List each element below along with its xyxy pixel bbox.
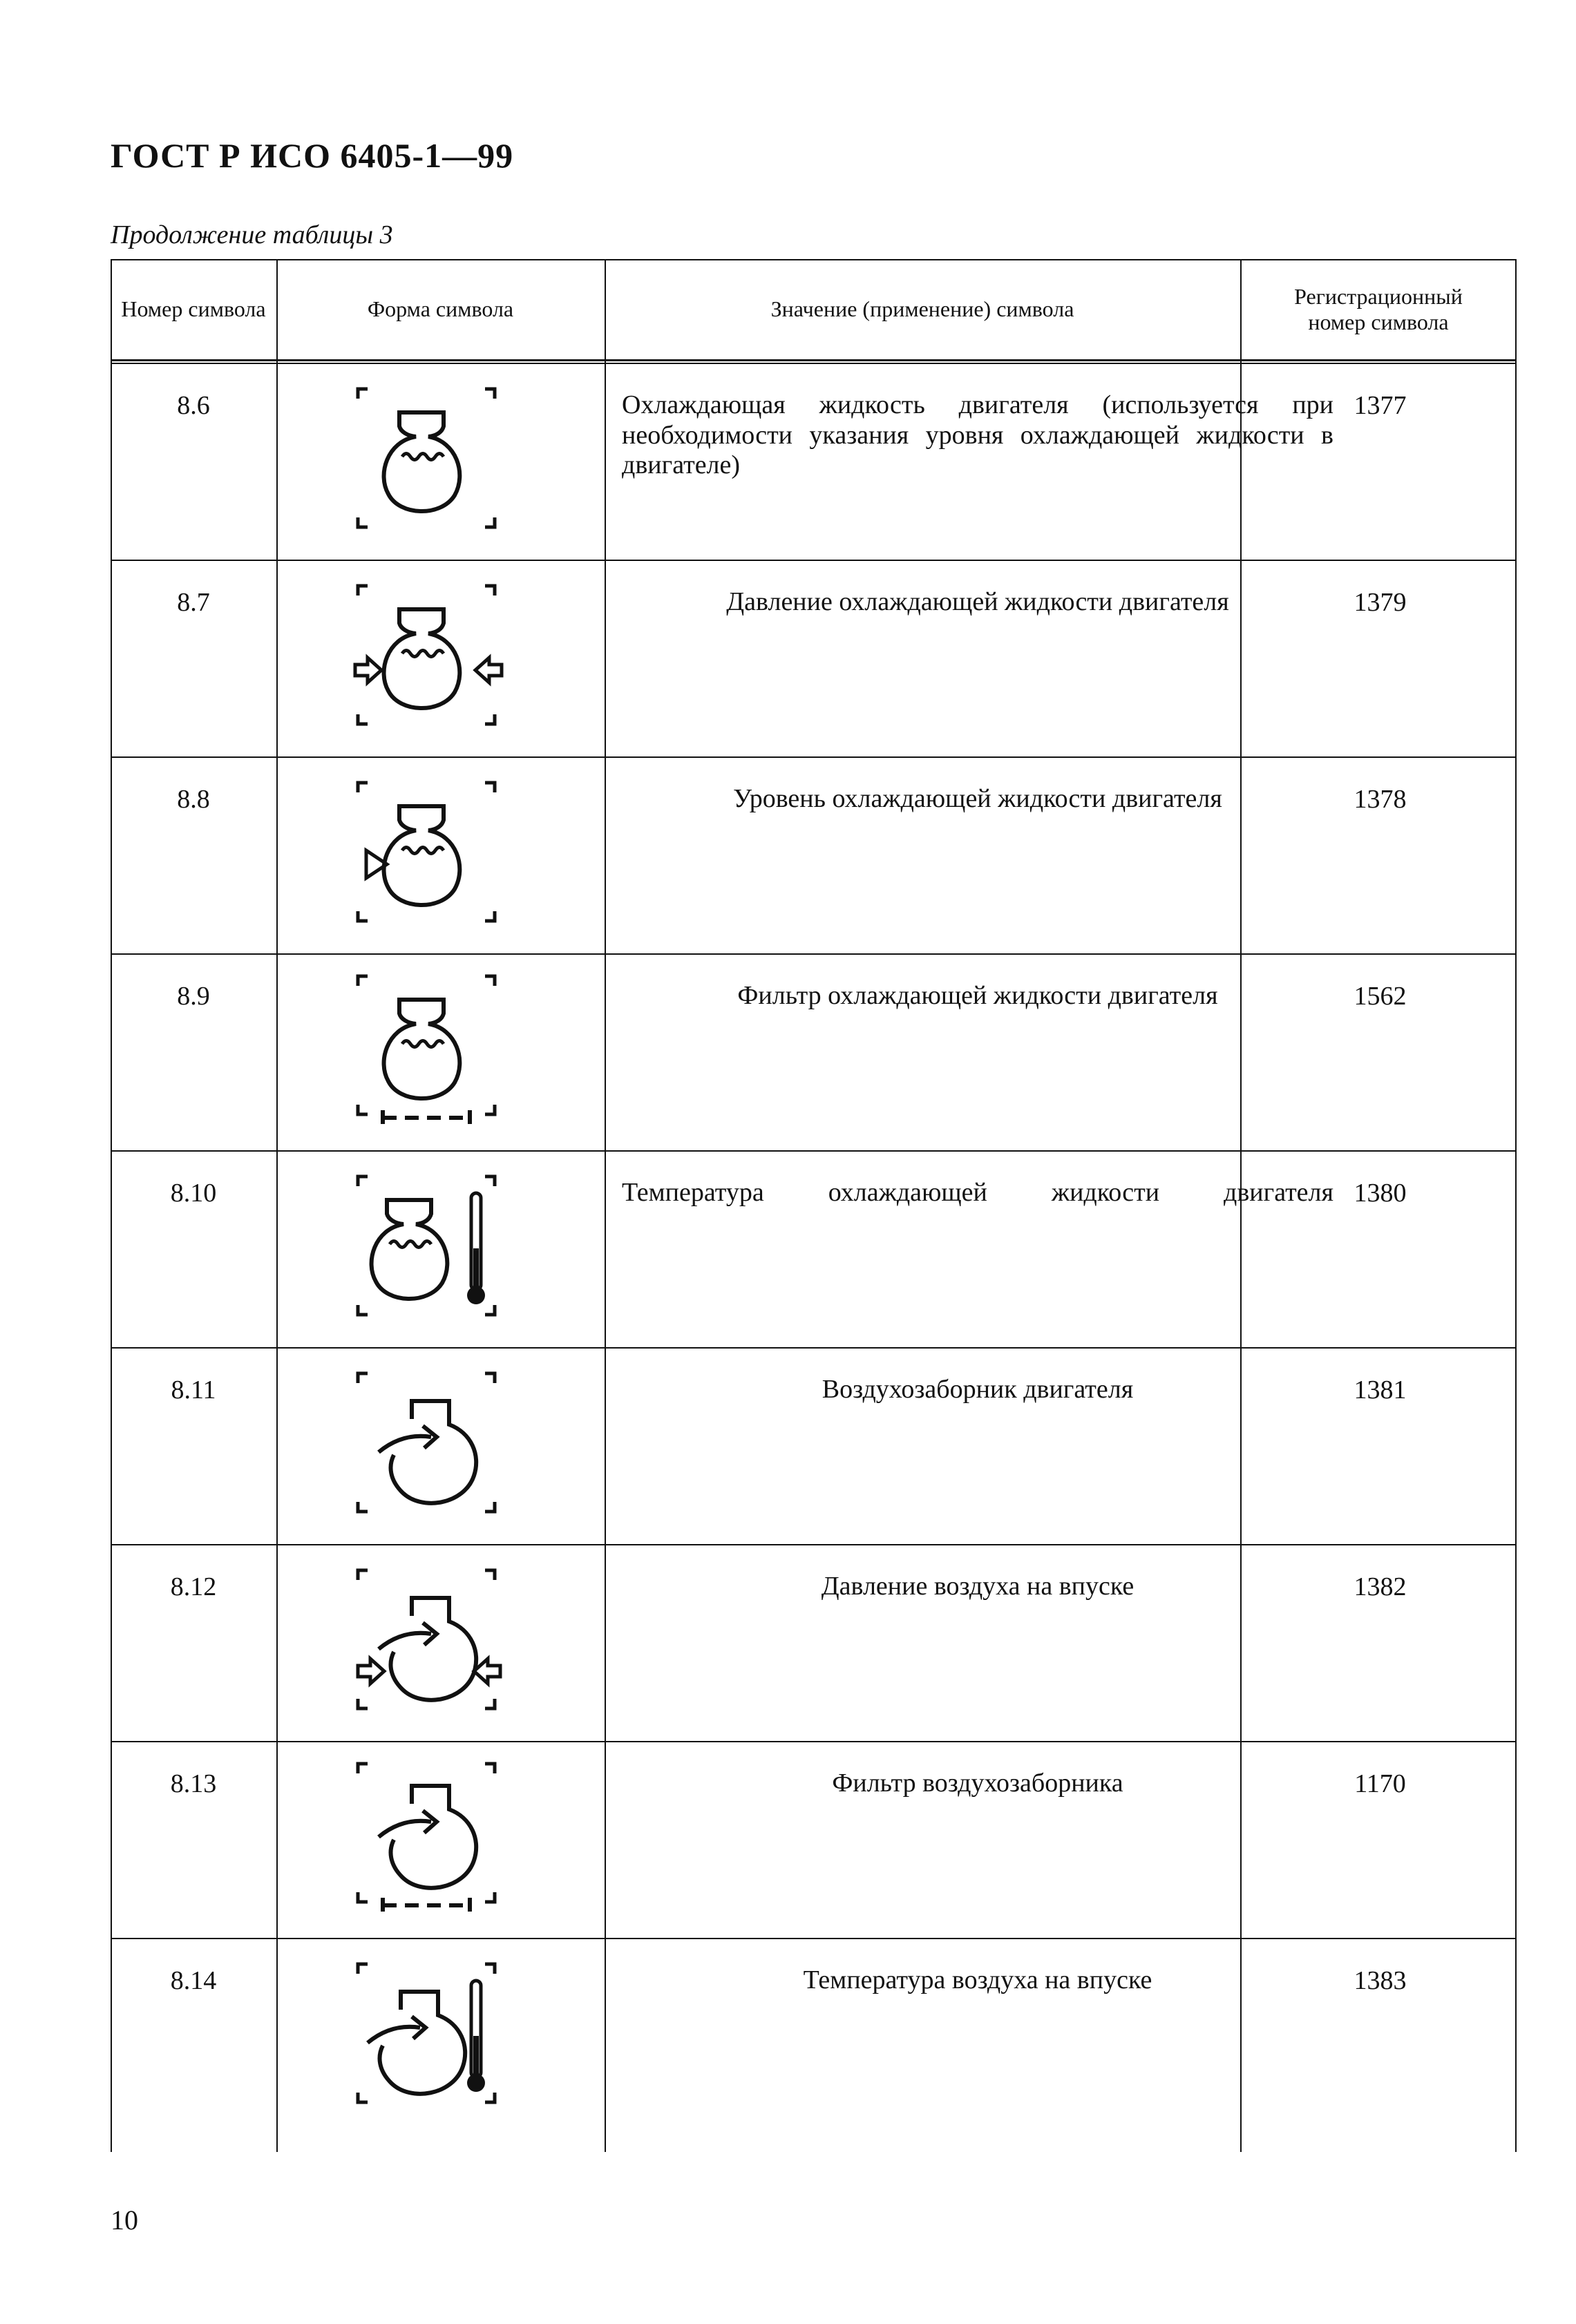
table-row <box>111 1544 1517 1741</box>
symbol-meaning: Давление воздуха на впуске <box>821 1572 1134 1601</box>
engine-coolant-filter-icon <box>345 969 511 1134</box>
symbol-meaning: Фильтр воздухозаборника <box>832 1769 1123 1798</box>
symbol-number: 8.13 <box>170 1769 217 1798</box>
symbol-meaning: Давление охлаждающей жидкости двигателя <box>726 587 1229 616</box>
column-header-number: Номер символа <box>121 296 266 322</box>
engine-coolant-temperature-icon <box>345 1165 511 1331</box>
table-row <box>111 1347 1517 1544</box>
column-header-meaning: Значение (применение) символа <box>770 296 1074 322</box>
symbol-meaning: Температура охлаждающей жидкости двигателя <box>622 1178 1333 1207</box>
page-number: 10 <box>111 2204 138 2236</box>
table-row <box>111 1938 1517 2152</box>
intake-air-pressure-icon <box>345 1559 511 1725</box>
registration-number: 1379 <box>1354 588 1407 617</box>
symbol-meaning: Уровень охлаждающей жидкости двигателя <box>733 784 1222 813</box>
registration-number: 1170 <box>1354 1769 1406 1798</box>
symbol-number: 8.6 <box>177 391 210 420</box>
header-rule <box>111 359 1517 361</box>
symbol-meaning: Охлаждающая жидкость двигателя (используется при необходимости указания уровня охлаждающей жидкости в двигателе) <box>622 390 1333 480</box>
registration-number: 1377 <box>1354 391 1407 420</box>
symbols-table <box>111 259 1517 2152</box>
document-title: ГОСТ Р ИСО 6405-1—99 <box>111 136 514 175</box>
engine-coolant-level-icon <box>345 772 511 937</box>
engine-air-intake-icon <box>345 1362 511 1528</box>
symbol-number: 8.14 <box>170 1966 217 1995</box>
symbol-number: 8.11 <box>171 1375 216 1404</box>
engine-coolant-icon <box>345 378 511 544</box>
symbol-number: 8.9 <box>177 982 210 1011</box>
symbol-number: 8.10 <box>170 1179 217 1208</box>
table-continuation-caption: Продолжение таблицы 3 <box>111 220 393 249</box>
table-row <box>111 1741 1517 1938</box>
registration-number: 1381 <box>1354 1375 1407 1404</box>
engine-coolant-pressure-icon <box>345 575 511 741</box>
symbol-meaning: Температура воздуха на впуске <box>803 1965 1152 1994</box>
table-row <box>111 953 1517 1150</box>
symbol-number: 8.7 <box>177 588 210 617</box>
table-row <box>111 756 1517 953</box>
column-header-registration: Регистрационный номер символа <box>1294 283 1463 334</box>
air-intake-filter-icon <box>345 1756 511 1922</box>
symbol-number: 8.8 <box>177 785 210 814</box>
symbol-meaning: Воздухозаборник двигателя <box>822 1375 1134 1404</box>
registration-number: 1378 <box>1354 785 1407 814</box>
registration-number: 1562 <box>1354 982 1407 1011</box>
registration-number: 1380 <box>1354 1179 1407 1208</box>
table-row <box>111 363 1517 560</box>
registration-number: 1382 <box>1354 1572 1407 1601</box>
table-row <box>111 1150 1517 1347</box>
column-header-symbol: Форма символа <box>367 296 514 322</box>
registration-number: 1383 <box>1354 1966 1407 1995</box>
intake-air-temperature-icon <box>345 1953 511 2119</box>
table-row <box>111 560 1517 756</box>
symbol-number: 8.12 <box>170 1572 217 1601</box>
symbol-meaning: Фильтр охлаждающей жидкости двигателя <box>737 981 1218 1010</box>
